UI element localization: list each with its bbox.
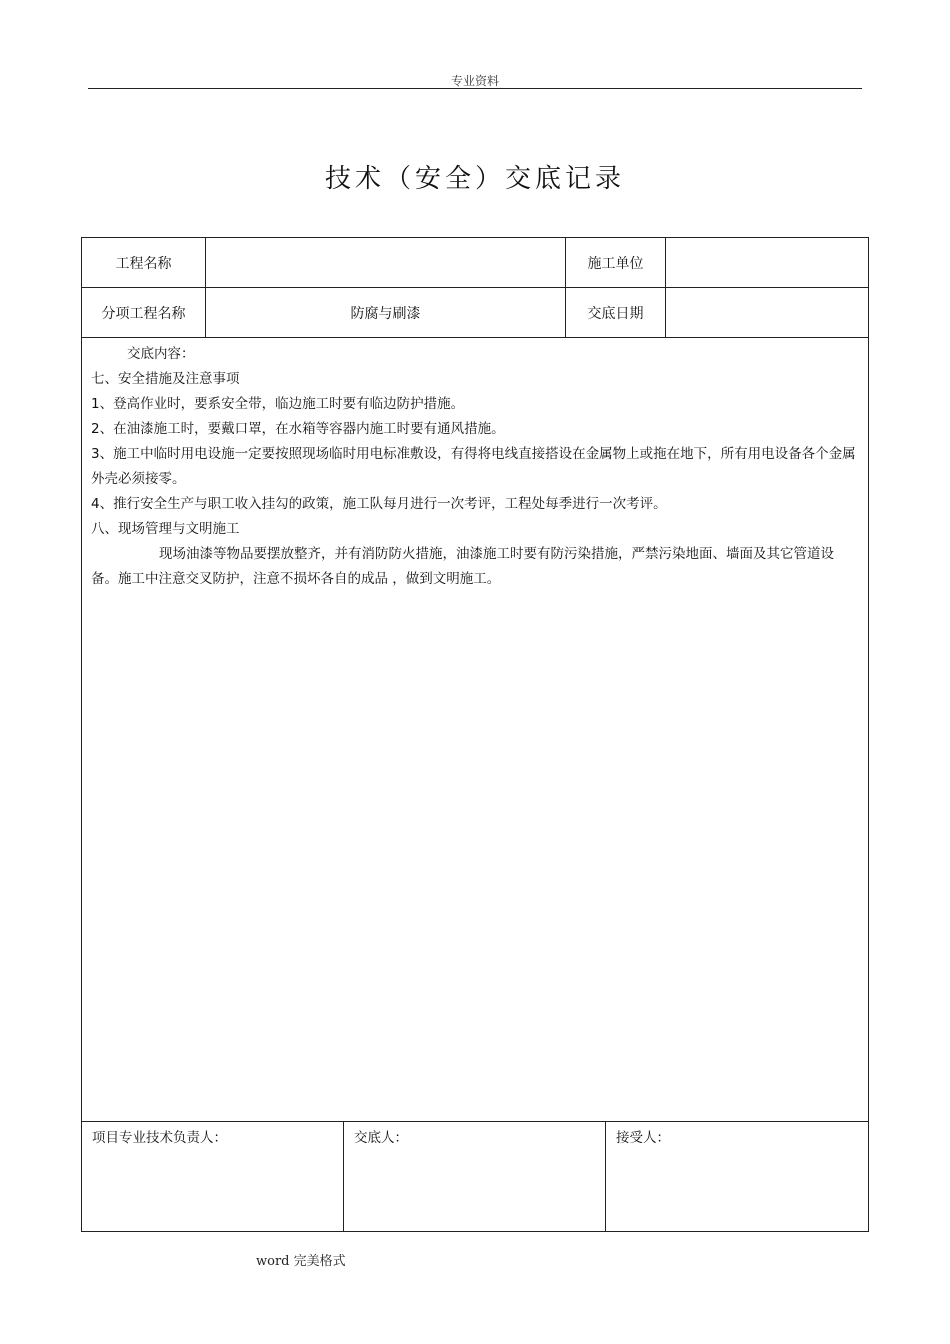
discloser-signature-box[interactable]	[344, 1122, 606, 1231]
project-name-field[interactable]	[206, 238, 566, 287]
header-rule	[88, 88, 862, 89]
tech-lead-label: 项目专业技术负责人：	[92, 1130, 227, 1146]
construction-unit-field[interactable]	[666, 238, 868, 287]
document-title: 技术（安全）交底记录	[324, 164, 625, 194]
form-row-subproject	[82, 288, 868, 338]
content-line: 2、在油漆施工时，要戴口罩，在水箱等容器内施工时要有通风措施。	[91, 421, 505, 437]
page-footer: word 完美格式	[256, 1254, 346, 1269]
content-heading: 交底内容：	[127, 346, 195, 362]
content-line: 八、现场管理与文明施工	[91, 521, 240, 537]
tech-lead-signature-box[interactable]	[82, 1122, 344, 1231]
sub-project-field[interactable]: 防腐与刷漆	[206, 288, 566, 337]
sub-project-label: 分项工程名称	[82, 288, 206, 337]
page-header: 专业资料	[450, 74, 499, 88]
discloser-label: 交底人：	[354, 1130, 408, 1146]
content-line: 4、推行安全生产与职工收入挂勾的政策，施工队每月进行一次考评，工程处每季进行一次考评。	[91, 496, 667, 512]
form-row-project	[82, 238, 868, 288]
disclosure-date-field[interactable]	[666, 288, 868, 337]
disclosure-date-label: 交底日期	[566, 288, 666, 337]
disclosure-content	[82, 338, 868, 1122]
content-line: 1、登高作业时，要系安全带，临边施工时要有临边防护措施。	[91, 396, 465, 412]
receiver-label: 接受人：	[616, 1130, 670, 1146]
disclosure-form	[81, 237, 869, 1232]
content-line: 3、施工中临时用电设施一定要按照现场临时用电标准敷设，有得将电线直接搭设在金属物上或拖在地下，所有用电设备各个金属外壳必须接零。	[91, 446, 856, 487]
receiver-signature-box[interactable]	[606, 1122, 868, 1231]
construction-unit-label: 施工单位	[566, 238, 666, 287]
content-paragraph: 现场油漆等物品要摆放整齐，并有消防防火措施，油漆施工时要有防污染措施，严禁污染地面、墙面及其它管道设备。施工中注意交叉防护，注意不损坏各自的成品 ，做到文明施工。	[91, 546, 834, 587]
content-line: 七、安全措施及注意事项	[91, 371, 240, 387]
project-name-label: 工程名称	[82, 238, 206, 287]
signature-row	[82, 1122, 868, 1231]
